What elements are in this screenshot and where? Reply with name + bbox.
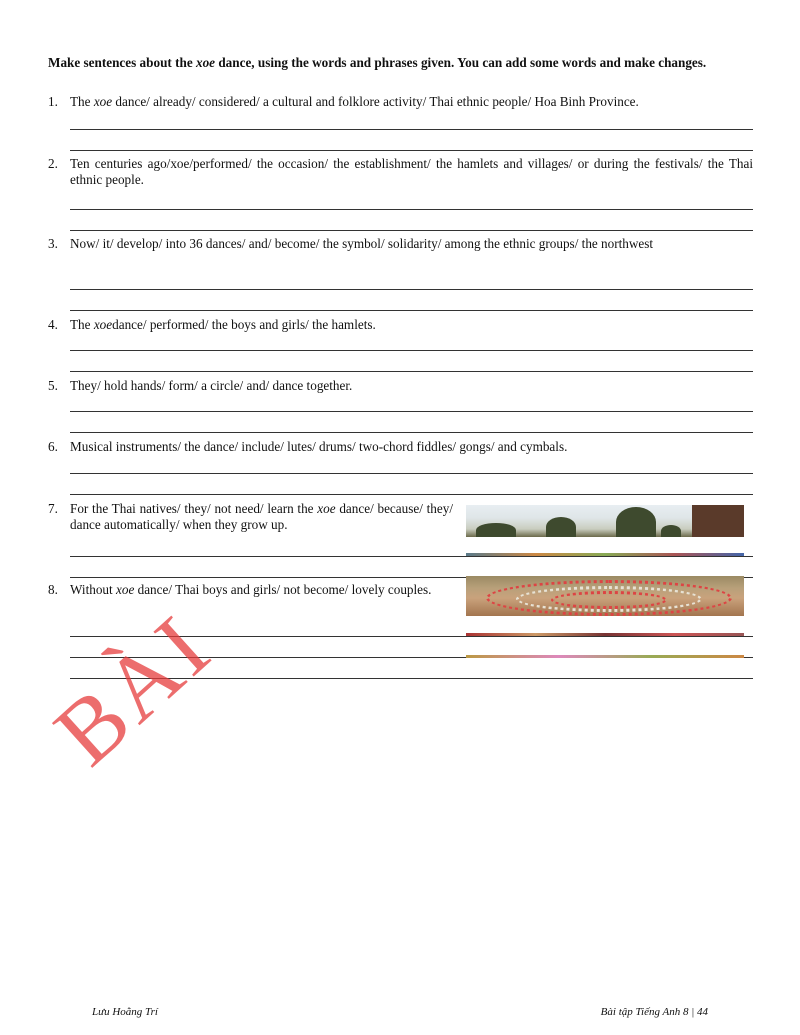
prompt-text-2: dance/ Thai boys and girls/ not become/ lovely couples. (134, 582, 432, 597)
photo-tree (546, 517, 576, 537)
item-number: 7. (48, 501, 58, 516)
dancer-ring (551, 591, 667, 609)
photo-strip (466, 655, 744, 658)
photo-tree (616, 507, 656, 537)
answer-line[interactable] (70, 230, 753, 231)
prompt-text-2: dance/ because/ they/ dance automatically/ when they grow up. (70, 501, 453, 532)
prompt-text: Ten centuries ago/xoe/performed/ the occasion/ the establishment/ the hamlets and villages/ or during the festivals/ the Thai ethnic people. (70, 156, 753, 187)
instruction-italic: xoe (195, 55, 216, 70)
answer-line[interactable] (70, 129, 753, 130)
item-prompt (70, 439, 753, 455)
item-prompt (70, 236, 753, 252)
item-prompt (70, 501, 453, 533)
landscape-photo (466, 505, 744, 537)
answer-line[interactable] (70, 411, 753, 412)
item-number: 4. (48, 317, 58, 332)
prompt-text: The (70, 317, 94, 332)
prompt-italic: xoe (116, 582, 135, 597)
prompt-italic: xoe (93, 94, 113, 109)
item-number: 1. (48, 94, 58, 109)
answer-line[interactable] (70, 150, 753, 151)
instruction-text-2: dance, using the words and phrases given. You can add some words and make changes. (215, 55, 707, 70)
item-prompt (70, 378, 753, 394)
dance-circle-photo (466, 576, 744, 616)
item-number: 8. (48, 582, 58, 597)
item-prompt (70, 156, 753, 188)
prompt-text: Musical instruments/ the dance/ include/ lutes/ drums/ two-chord fiddles/ gongs/ and cymbals. (70, 439, 568, 454)
item-prompt (70, 582, 453, 598)
answer-line[interactable] (70, 432, 753, 433)
answer-line[interactable] (70, 289, 753, 290)
answer-line[interactable] (70, 350, 753, 351)
answer-line[interactable] (70, 494, 753, 495)
prompt-text-2: dance/ performed/ the boys and girls/ the hamlets. (112, 317, 376, 332)
prompt-italic: xoe (317, 501, 336, 516)
answer-line[interactable] (70, 310, 753, 311)
item-number: 5. (48, 378, 58, 393)
photo-tree (476, 523, 516, 537)
answer-line[interactable] (70, 473, 753, 474)
footer-author: Lưu Hoằng Trí (92, 1006, 158, 1018)
prompt-italic: xoe (93, 317, 113, 332)
prompt-text-2: dance/ already/ considered/ a cultural and folklore activity/ Thai ethnic people/ Hoa Binh Province. (112, 94, 639, 109)
item-prompt (70, 317, 753, 333)
item-number: 3. (48, 236, 58, 251)
item-prompt (70, 94, 753, 110)
photo-house (692, 505, 744, 537)
prompt-text: Without (70, 582, 116, 597)
photo-strip (466, 633, 744, 636)
watermark: BÀI (35, 594, 231, 785)
prompt-text: They/ hold hands/ form/ a circle/ and/ dance together. (70, 378, 353, 393)
prompt-text: The (70, 94, 94, 109)
prompt-text: Now/ it/ develop/ into 36 dances/ and/ become/ the symbol/ solidarity/ among the ethnic groups/ the northwest (70, 236, 654, 251)
instruction (48, 55, 753, 70)
answer-line[interactable] (70, 371, 753, 372)
item-number: 2. (48, 156, 58, 171)
footer-page-info: Bài tập Tiếng Anh 8 | 44 (600, 1006, 708, 1018)
prompt-text: For the Thai natives/ they/ not need/ learn the (70, 501, 318, 516)
item-number: 6. (48, 439, 58, 454)
photo-strip (466, 553, 744, 556)
instruction-text: Make sentences about the (48, 55, 196, 70)
answer-line[interactable] (70, 556, 753, 557)
answer-line[interactable] (70, 209, 753, 210)
photo-tree (661, 525, 681, 537)
